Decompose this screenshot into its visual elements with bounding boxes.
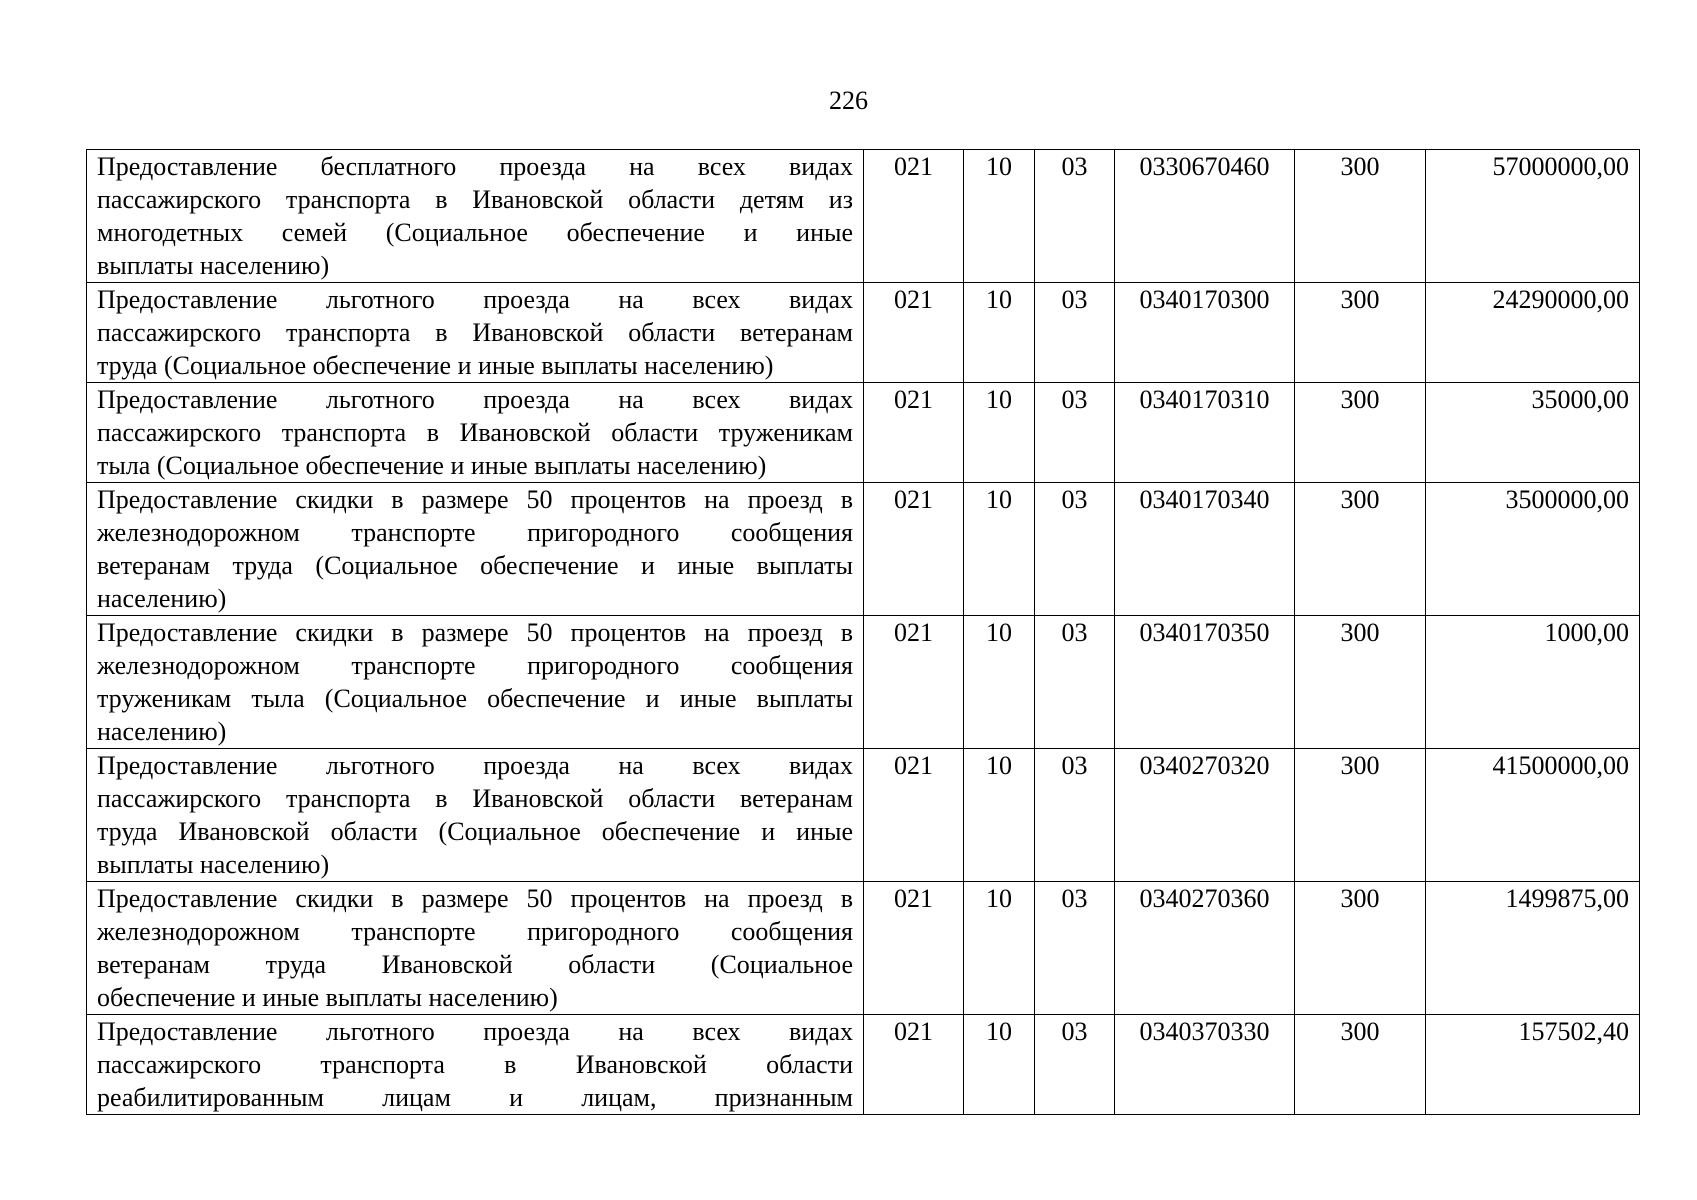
code-pr-cell: 03 [1035,483,1115,616]
description-line: реабилитированным лицам и лицам, признанным [97,1083,853,1112]
description-line: Предоставление бесплатного проезда на всех видах [97,152,853,181]
code-pr-cell: 03 [1035,383,1115,483]
amount-cell: 35000,00 [1426,383,1640,483]
page-number: 226 [829,86,868,115]
description-line: ветеранам труда (Социальное обеспечение и иные выплаты [97,551,853,580]
code-gr-cell: 021 [864,283,964,383]
description-line: ветеранам труда Ивановской области (Социальное [97,950,853,979]
code-pr-cell: 03 [1035,616,1115,749]
description-line: пассажирского транспорта в Ивановской области ветеранам [97,318,853,347]
code-rz-cell: 10 [964,283,1035,383]
amount-cell: 1499875,00 [1426,882,1640,1015]
code-gr-cell: 021 [864,882,964,1015]
code-vr-cell: 300 [1295,150,1426,283]
row-description [87,283,864,383]
table-body [87,150,1640,1115]
description-line: Предоставление льготного проезда на всех видах [97,751,853,780]
code-rz-cell: 10 [964,483,1035,616]
code-rz-cell: 10 [964,749,1035,882]
description-line: тыла (Социальное обеспечение и иные выплаты населению) [97,451,767,480]
code-rz-cell: 10 [964,616,1035,749]
code-rz-cell: 10 [964,150,1035,283]
code-rz-cell: 10 [964,1015,1035,1115]
code-pr-cell: 03 [1035,283,1115,383]
code-csr-cell: 0330670460 [1115,150,1295,283]
description-line: Предоставление скидки в размере 50 процентов на проезд в [97,485,853,514]
code-pr-cell: 03 [1035,882,1115,1015]
description-line: железнодорожном транспорте пригородного сообщения [97,518,853,547]
amount-cell: 57000000,00 [1426,150,1640,283]
code-csr-cell: 0340270320 [1115,749,1295,882]
row-description [87,749,864,882]
row-description [87,483,864,616]
description-line: Предоставление льготного проезда на всех видах [97,1017,853,1046]
description-line: выплаты населению) [97,251,330,280]
code-rz-cell: 10 [964,383,1035,483]
description-line: железнодорожном транспорте пригородного сообщения [97,651,853,680]
description-line: пассажирского транспорта в Ивановской области ветеранам [97,784,853,813]
row-description [87,383,864,483]
code-gr-cell: 021 [864,383,964,483]
table-row [87,383,1640,483]
description-line: населению) [97,584,227,613]
amount-cell: 24290000,00 [1426,283,1640,383]
code-pr-cell: 03 [1035,1015,1115,1115]
description-line: населению) [97,717,227,746]
amount-cell: 3500000,00 [1426,483,1640,616]
row-description [87,616,864,749]
code-vr-cell: 300 [1295,616,1426,749]
table-row [87,882,1640,1015]
description-line: пассажирского транспорта в Ивановской области труженикам [97,418,853,447]
description-line: железнодорожном транспорте пригородного сообщения [97,917,853,946]
code-csr-cell: 0340170300 [1115,283,1295,383]
table-row [87,1015,1640,1115]
table-row [87,483,1640,616]
description-line: пассажирского транспорта в Ивановской области детям из [97,185,853,214]
description-line: выплаты населению) [97,850,330,879]
description-line: Предоставление скидки в размере 50 процентов на проезд в [97,884,853,913]
code-csr-cell: 0340370330 [1115,1015,1295,1115]
code-gr-cell: 021 [864,1015,964,1115]
description-line: Предоставление льготного проезда на всех видах [97,385,853,414]
table-row [87,283,1640,383]
row-description [87,150,864,283]
code-csr-cell: 0340270360 [1115,882,1295,1015]
code-rz-cell: 10 [964,882,1035,1015]
table-row [87,150,1640,283]
description-line: Предоставление скидки в размере 50 процентов на проезд в [97,618,853,647]
code-vr-cell: 300 [1295,749,1426,882]
code-vr-cell: 300 [1295,383,1426,483]
code-gr-cell: 021 [864,616,964,749]
amount-cell: 41500000,00 [1426,749,1640,882]
description-line: многодетных семей (Социальное обеспечение и иные [97,218,853,247]
code-gr-cell: 021 [864,150,964,283]
code-csr-cell: 0340170340 [1115,483,1295,616]
description-line: труда Ивановской области (Социальное обеспечение и иные [97,817,853,846]
code-gr-cell: 021 [864,483,964,616]
code-vr-cell: 300 [1295,1015,1426,1115]
code-pr-cell: 03 [1035,150,1115,283]
code-csr-cell: 0340170310 [1115,383,1295,483]
description-line: обеспечение и иные выплаты населению) [97,983,558,1012]
description-line: пассажирского транспорта в Ивановской области [97,1050,853,1079]
row-description [87,882,864,1015]
row-description [87,1015,864,1115]
budget-table [86,149,1640,1115]
table-row [87,749,1640,882]
table-row [87,616,1640,749]
description-line: труженикам тыла (Социальное обеспечение и иные выплаты [97,684,853,713]
code-vr-cell: 300 [1295,483,1426,616]
code-vr-cell: 300 [1295,882,1426,1015]
code-pr-cell: 03 [1035,749,1115,882]
code-csr-cell: 0340170350 [1115,616,1295,749]
code-vr-cell: 300 [1295,283,1426,383]
amount-cell: 157502,40 [1426,1015,1640,1115]
description-line: Предоставление льготного проезда на всех видах [97,285,853,314]
code-gr-cell: 021 [864,749,964,882]
amount-cell: 1000,00 [1426,616,1640,749]
description-line: труда (Социальное обеспечение и иные выплаты населению) [97,351,774,380]
